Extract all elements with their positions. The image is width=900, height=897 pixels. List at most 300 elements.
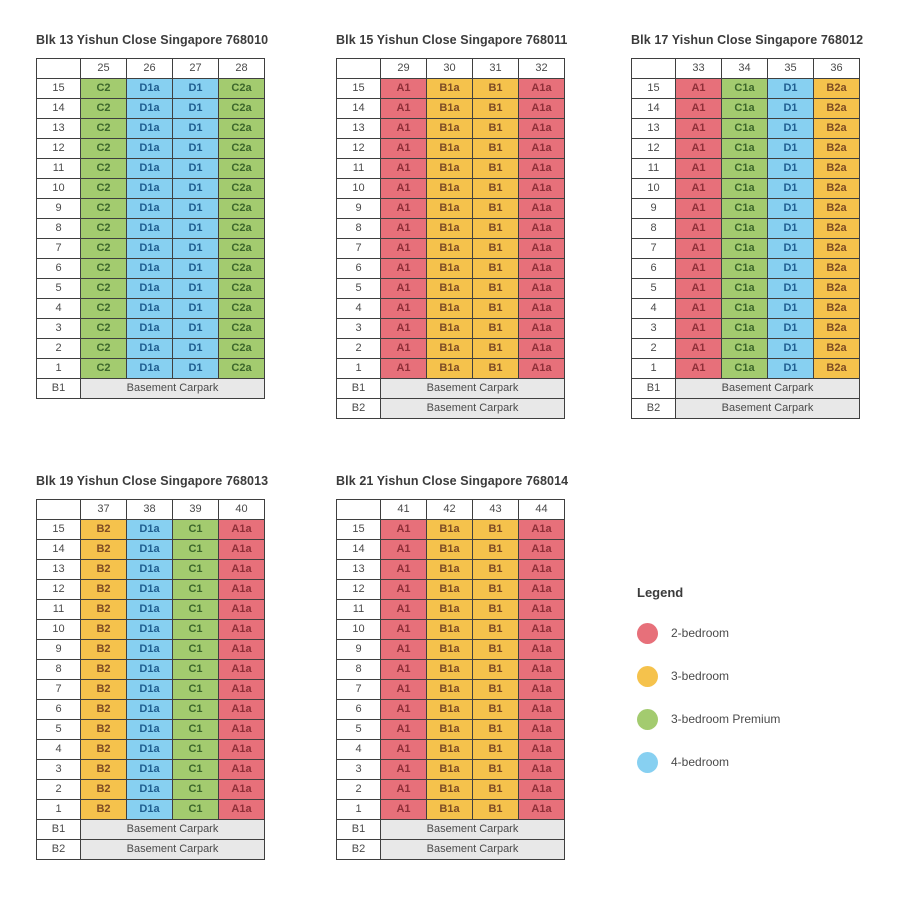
unit-cell: D1a [127, 760, 173, 780]
unit-cell: A1a [219, 780, 265, 800]
floor-row [37, 640, 265, 660]
unit-cell: B2a [814, 139, 860, 159]
unit-cell: D1a [127, 359, 173, 379]
unit-cell: A1a [519, 119, 565, 139]
legend-item-label: 4-bedroom [671, 755, 730, 769]
unit-cell: B1a [427, 620, 473, 640]
floor-row [632, 219, 860, 239]
unit-cell: A1 [381, 159, 427, 179]
floor-row [337, 219, 565, 239]
unit-cell: A1a [219, 560, 265, 580]
legend-item-label: 3-bedroom Premium [671, 712, 781, 726]
unit-cell: D1 [173, 99, 219, 119]
unit-cell: B1 [473, 299, 519, 319]
stack-number: 33 [676, 59, 722, 79]
unit-cell: C1a [722, 219, 768, 239]
floor-number: 3 [337, 319, 381, 339]
unit-cell: A1a [219, 720, 265, 740]
unit-cell: A1 [676, 199, 722, 219]
unit-cell: A1 [381, 720, 427, 740]
unit-cell: B1 [473, 660, 519, 680]
unit-cell: A1a [519, 780, 565, 800]
unit-cell: D1a [127, 279, 173, 299]
unit-cell: B2 [81, 600, 127, 620]
unit-cell: D1 [173, 319, 219, 339]
unit-cell: C1 [173, 680, 219, 700]
unit-cell: D1 [173, 199, 219, 219]
floor-row [37, 580, 265, 600]
unit-cell: D1a [127, 720, 173, 740]
floor-number: 3 [37, 760, 81, 780]
unit-cell: C2 [81, 239, 127, 259]
floor-number: 8 [337, 219, 381, 239]
legend-item-2-bedroom [637, 623, 780, 643]
unit-cell: A1 [381, 680, 427, 700]
basement-carpark-cell: Basement Carpark [676, 399, 860, 419]
unit-cell: D1 [173, 159, 219, 179]
unit-cell: B2a [814, 319, 860, 339]
unit-cell: C2 [81, 199, 127, 219]
stack-number: 26 [127, 59, 173, 79]
block-title: Blk 15 Yishun Close Singapore 768011 [336, 33, 568, 47]
floor-number: 10 [37, 179, 81, 199]
unit-cell: A1 [381, 620, 427, 640]
unit-cell: B2a [814, 339, 860, 359]
unit-cell: C1a [722, 159, 768, 179]
basement-row [337, 399, 565, 419]
floor-number: 12 [37, 139, 81, 159]
basement-level: B2 [632, 399, 676, 419]
unit-cell: B1 [473, 139, 519, 159]
floor-row [337, 259, 565, 279]
unit-cell: D1a [127, 660, 173, 680]
unit-cell: B1a [427, 339, 473, 359]
unit-cell: B1a [427, 219, 473, 239]
floor-row [37, 720, 265, 740]
basement-carpark-cell: Basement Carpark [676, 379, 860, 399]
unit-cell: A1 [381, 560, 427, 580]
unit-cell: D1 [768, 339, 814, 359]
unit-cell: B2 [81, 660, 127, 680]
unit-cell: A1 [676, 79, 722, 99]
unit-cell: D1a [127, 319, 173, 339]
unit-cell: A1 [381, 199, 427, 219]
unit-cell: A1 [676, 319, 722, 339]
unit-cell: C2a [219, 339, 265, 359]
unit-cell: A1a [519, 700, 565, 720]
floor-row [337, 560, 565, 580]
basement-carpark-cell: Basement Carpark [381, 379, 565, 399]
unit-cell: A1 [381, 600, 427, 620]
floor-row [337, 99, 565, 119]
floor-number: 4 [37, 740, 81, 760]
floor-row [37, 199, 265, 219]
basement-row [337, 379, 565, 399]
stack-number: 43 [473, 500, 519, 520]
unit-cell: C2 [81, 319, 127, 339]
stack-number: 39 [173, 500, 219, 520]
floor-number: 4 [337, 740, 381, 760]
block-title: Blk 21 Yishun Close Singapore 768014 [336, 474, 569, 488]
basement-carpark-cell: Basement Carpark [81, 379, 265, 399]
floor-row [37, 700, 265, 720]
unit-cell: C1a [722, 299, 768, 319]
unit-cell: B2a [814, 299, 860, 319]
floor-number: 4 [37, 299, 81, 319]
floor-number: 9 [337, 640, 381, 660]
unit-cell: B1a [427, 540, 473, 560]
unit-cell: D1 [173, 119, 219, 139]
unit-cell: B2a [814, 279, 860, 299]
floor-row [632, 199, 860, 219]
floor-row [37, 359, 265, 379]
unit-cell: C1 [173, 540, 219, 560]
unit-cell: A1 [676, 99, 722, 119]
unit-cell: C1a [722, 99, 768, 119]
unit-cell: D1a [127, 179, 173, 199]
unit-cell: A1a [519, 239, 565, 259]
unit-cell: B1a [427, 740, 473, 760]
unit-cell: C2a [219, 139, 265, 159]
unit-cell: A1a [519, 279, 565, 299]
unit-cell: C1a [722, 199, 768, 219]
floor-number: 15 [337, 520, 381, 540]
unit-cell: D1 [768, 99, 814, 119]
unit-cell: C1 [173, 620, 219, 640]
floor-number: 8 [37, 219, 81, 239]
unit-cell: C1a [722, 179, 768, 199]
floor-row [37, 760, 265, 780]
unit-cell: A1 [381, 760, 427, 780]
floor-row [337, 359, 565, 379]
floor-number: 2 [337, 339, 381, 359]
unit-cell: A1a [219, 800, 265, 820]
floor-row [632, 319, 860, 339]
unit-cell: A1a [219, 520, 265, 540]
unit-cell: D1 [173, 219, 219, 239]
floor-number: 3 [37, 319, 81, 339]
unit-cell: B1a [427, 179, 473, 199]
floor-row [37, 259, 265, 279]
unit-cell: D1 [173, 339, 219, 359]
unit-cell: B1a [427, 720, 473, 740]
unit-cell: B1a [427, 99, 473, 119]
unit-cell: A1 [676, 239, 722, 259]
unit-cell: A1 [676, 179, 722, 199]
floor-row [632, 359, 860, 379]
floor-number: 2 [632, 339, 676, 359]
basement-row [337, 820, 565, 840]
basement-level: B1 [337, 379, 381, 399]
floor-number: 8 [632, 219, 676, 239]
legend-item-label: 3-bedroom [671, 669, 730, 683]
unit-cell: B1 [473, 760, 519, 780]
floor-number: 9 [632, 199, 676, 219]
unit-cell: B1 [473, 239, 519, 259]
unit-cell: A1 [381, 359, 427, 379]
unit-cell: D1 [768, 299, 814, 319]
floor-number: 12 [37, 580, 81, 600]
unit-cell: B2 [81, 780, 127, 800]
unit-cell: B1a [427, 640, 473, 660]
unit-cell: D1 [768, 119, 814, 139]
stack-header-row [632, 59, 860, 79]
unit-cell: B2a [814, 99, 860, 119]
floor-number: 5 [337, 279, 381, 299]
unit-cell: A1 [381, 219, 427, 239]
unit-cell: A1a [519, 159, 565, 179]
floor-number: 10 [37, 620, 81, 640]
block-19-diagram [36, 474, 268, 860]
floor-row [37, 660, 265, 680]
unit-cell: A1a [219, 660, 265, 680]
floor-number: 5 [632, 279, 676, 299]
corner-cell [37, 500, 81, 520]
unit-cell: C1a [722, 339, 768, 359]
unit-cell: D1 [173, 259, 219, 279]
unit-cell: C1a [722, 239, 768, 259]
basement-carpark-cell: Basement Carpark [381, 399, 565, 419]
unit-cell: D1a [127, 680, 173, 700]
unit-cell: B1 [473, 219, 519, 239]
unit-cell: D1a [127, 339, 173, 359]
floor-row [37, 179, 265, 199]
unit-cell: C1a [722, 139, 768, 159]
floor-row [337, 700, 565, 720]
unit-cell: D1a [127, 79, 173, 99]
unit-mix-table [336, 58, 565, 419]
unit-cell: D1a [127, 139, 173, 159]
floor-number: 1 [632, 359, 676, 379]
stack-number: 41 [381, 500, 427, 520]
stack-number: 27 [173, 59, 219, 79]
floor-row [632, 79, 860, 99]
unit-cell: D1 [173, 79, 219, 99]
unit-cell: A1a [519, 760, 565, 780]
unit-cell: A1a [519, 339, 565, 359]
unit-cell: C1 [173, 520, 219, 540]
stack-header-row [37, 500, 265, 520]
unit-cell: B1 [473, 580, 519, 600]
unit-cell: C2 [81, 219, 127, 239]
floor-number: 8 [337, 660, 381, 680]
floor-number: 10 [337, 179, 381, 199]
floor-row [37, 740, 265, 760]
unit-cell: A1 [381, 319, 427, 339]
unit-cell: D1 [173, 299, 219, 319]
unit-cell: A1 [381, 339, 427, 359]
unit-cell: B2a [814, 359, 860, 379]
unit-cell: A1 [676, 139, 722, 159]
floor-number: 13 [337, 119, 381, 139]
floor-number: 3 [632, 319, 676, 339]
floor-number: 6 [37, 700, 81, 720]
unit-cell: A1a [219, 740, 265, 760]
unit-cell: C1a [722, 359, 768, 379]
unit-cell: C2 [81, 139, 127, 159]
unit-cell: D1a [127, 219, 173, 239]
block-21-diagram [336, 474, 568, 860]
unit-cell: B1a [427, 199, 473, 219]
floor-number: 12 [632, 139, 676, 159]
unit-mix-table [36, 499, 265, 860]
floor-row [632, 279, 860, 299]
stack-number: 29 [381, 59, 427, 79]
floor-number: 4 [632, 299, 676, 319]
unit-cell: D1a [127, 159, 173, 179]
stack-number: 38 [127, 500, 173, 520]
unit-cell: A1 [676, 219, 722, 239]
basement-level: B1 [632, 379, 676, 399]
basement-level: B1 [37, 820, 81, 840]
floor-row [337, 800, 565, 820]
unit-cell: A1 [381, 79, 427, 99]
unit-cell: A1a [519, 139, 565, 159]
floor-row [337, 119, 565, 139]
unit-cell: D1a [127, 580, 173, 600]
unit-cell: C2a [219, 239, 265, 259]
unit-cell: D1a [127, 620, 173, 640]
unit-cell: B1a [427, 159, 473, 179]
unit-cell: C1 [173, 780, 219, 800]
unit-cell: A1 [381, 800, 427, 820]
floor-number: 1 [37, 800, 81, 820]
unit-cell: B2 [81, 520, 127, 540]
unit-cell: C1 [173, 560, 219, 580]
floor-row [632, 299, 860, 319]
floor-row [632, 259, 860, 279]
unit-cell: C1 [173, 640, 219, 660]
floor-row [37, 620, 265, 640]
floor-row [337, 620, 565, 640]
unit-cell: C2 [81, 359, 127, 379]
unit-cell: C2a [219, 219, 265, 239]
unit-cell: B1 [473, 179, 519, 199]
floor-number: 15 [337, 79, 381, 99]
unit-cell: C1 [173, 720, 219, 740]
stack-number: 32 [519, 59, 565, 79]
floor-number: 11 [37, 600, 81, 620]
unit-cell: D1a [127, 780, 173, 800]
unit-cell: B1a [427, 760, 473, 780]
floor-row [337, 299, 565, 319]
floor-number: 7 [37, 239, 81, 259]
unit-cell: A1 [381, 259, 427, 279]
floor-number: 12 [337, 139, 381, 159]
unit-cell: B1a [427, 680, 473, 700]
floor-row [337, 79, 565, 99]
unit-cell: B2 [81, 720, 127, 740]
unit-cell: B2a [814, 79, 860, 99]
unit-cell: D1 [768, 239, 814, 259]
floor-number: 10 [337, 620, 381, 640]
unit-cell: D1a [127, 540, 173, 560]
basement-level: B2 [337, 840, 381, 860]
stack-number: 44 [519, 500, 565, 520]
floor-row [37, 780, 265, 800]
unit-cell: B2 [81, 560, 127, 580]
unit-cell: C2 [81, 279, 127, 299]
floor-number: 11 [632, 159, 676, 179]
unit-cell: C1 [173, 600, 219, 620]
unit-cell: B2a [814, 119, 860, 139]
floor-row [337, 239, 565, 259]
unit-cell: D1 [768, 159, 814, 179]
unit-cell: C2 [81, 259, 127, 279]
unit-cell: B1a [427, 319, 473, 339]
unit-cell: C2 [81, 179, 127, 199]
unit-cell: A1a [219, 580, 265, 600]
unit-cell: B1 [473, 259, 519, 279]
unit-cell: B1 [473, 680, 519, 700]
stack-number: 42 [427, 500, 473, 520]
stack-header-row [37, 59, 265, 79]
unit-cell: A1a [519, 299, 565, 319]
floor-row [337, 780, 565, 800]
stack-number: 40 [219, 500, 265, 520]
unit-cell: C2 [81, 299, 127, 319]
stack-number: 31 [473, 59, 519, 79]
legend-item-3-bedroom-premium [637, 709, 780, 729]
unit-cell: D1a [127, 239, 173, 259]
floor-number: 6 [337, 700, 381, 720]
unit-cell: B2a [814, 159, 860, 179]
unit-cell: B2a [814, 179, 860, 199]
unit-cell: B1 [473, 620, 519, 640]
block-17-diagram [631, 33, 863, 419]
unit-cell: D1 [768, 279, 814, 299]
unit-cell: B1a [427, 279, 473, 299]
basement-carpark-cell: Basement Carpark [81, 840, 265, 860]
corner-cell [37, 59, 81, 79]
floor-row [37, 600, 265, 620]
floor-number: 12 [337, 580, 381, 600]
basement-carpark-cell: Basement Carpark [381, 820, 565, 840]
unit-cell: A1a [219, 700, 265, 720]
unit-cell: B2 [81, 540, 127, 560]
unit-cell: B2 [81, 800, 127, 820]
unit-cell: D1 [768, 199, 814, 219]
floor-row [632, 339, 860, 359]
unit-cell: A1 [381, 299, 427, 319]
floor-row [632, 139, 860, 159]
floor-row [337, 139, 565, 159]
unit-cell: A1a [519, 720, 565, 740]
floor-number: 9 [37, 199, 81, 219]
unit-cell: A1 [676, 279, 722, 299]
unit-cell: A1 [676, 339, 722, 359]
floor-row [37, 139, 265, 159]
floor-row [337, 339, 565, 359]
unit-cell: D1a [127, 640, 173, 660]
floor-row [337, 540, 565, 560]
unit-cell: B2 [81, 620, 127, 640]
unit-cell: B2a [814, 199, 860, 219]
basement-level: B2 [37, 840, 81, 860]
floor-row [37, 339, 265, 359]
unit-cell: D1a [127, 299, 173, 319]
unit-cell: B1 [473, 119, 519, 139]
basement-row [632, 379, 860, 399]
unit-cell: B1a [427, 299, 473, 319]
floor-row [337, 319, 565, 339]
unit-cell: D1 [768, 359, 814, 379]
unit-cell: C1 [173, 800, 219, 820]
floor-number: 15 [37, 520, 81, 540]
unit-cell: D1a [127, 119, 173, 139]
stack-header-row [337, 59, 565, 79]
unit-cell: A1a [519, 560, 565, 580]
